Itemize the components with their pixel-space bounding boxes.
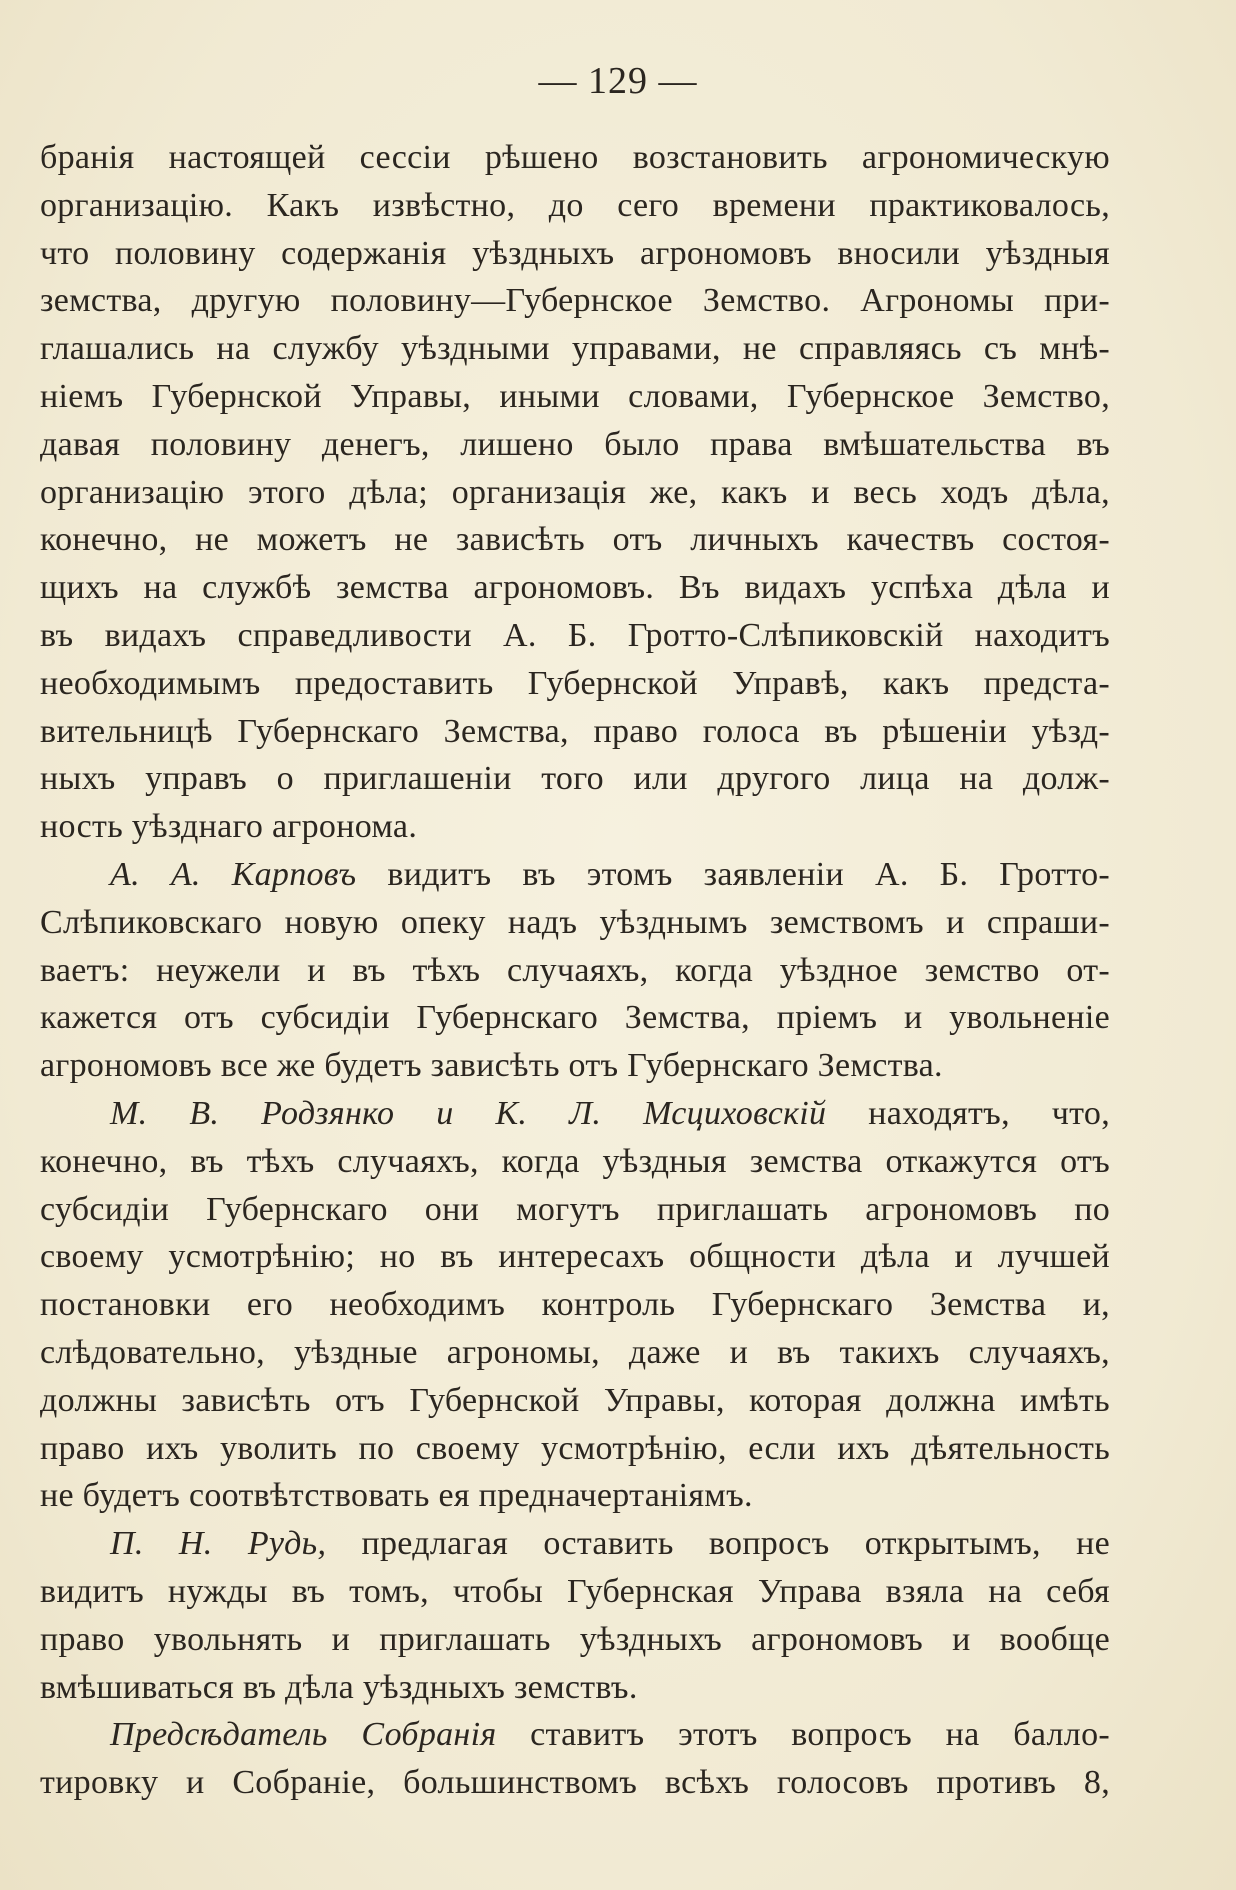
speaker-name: А. А. Карповъ xyxy=(110,855,357,893)
text-line: необходимымъ предоставить Губернской Управѣ, какъ предста- xyxy=(40,664,1110,702)
page-number: — 129 — xyxy=(538,60,698,102)
text-line: вительницѣ Губернскаго Земства, право голоса въ рѣшеніи уѣзд- xyxy=(40,712,1110,750)
text-line: ныхъ управъ о приглашеніи того или другого лица на долж- xyxy=(40,760,1110,798)
text-line-paragraph-start: М. В. Родзянко и К. Л. Мсциховскій находятъ, что, xyxy=(110,1094,1110,1132)
text-line: глашались на службу уѣздными управами, не справляясь съ мнѣ- xyxy=(40,330,1110,368)
text-line: видитъ нужды въ томъ, чтобы Губернская Управа взяла на себя xyxy=(40,1572,1110,1610)
text-line: ніемъ Губернской Управы, иными словами, Губернское Земство, xyxy=(40,377,1110,415)
text-line: въ видахъ справедливости А. Б. Гротто-Слѣпиковскій находитъ xyxy=(40,616,1110,654)
text-line: щихъ на службѣ земства агрономовъ. Въ видахъ успѣха дѣла и xyxy=(40,569,1110,607)
text-line: организацію. Какъ извѣстно, до сего времени практиковалось, xyxy=(40,186,1110,224)
speaker-name: М. В. Родзянко и К. Л. Мсциховскій xyxy=(110,1094,827,1132)
text-line: конечно, не можетъ не зависѣть отъ личныхъ качествъ состоя- xyxy=(40,521,1110,559)
text-line: должны зависѣть отъ Губернской Управы, которая должна имѣть xyxy=(40,1381,1110,1419)
text-line: кажется отъ субсидіи Губернскаго Земства, пріемъ и увольненіе xyxy=(40,999,1110,1037)
text-line: право увольнять и приглашать уѣздныхъ агрономовъ и вообще xyxy=(40,1620,1110,1658)
text-line: давая половину денегъ, лишено было права вмѣшательства въ xyxy=(40,425,1110,463)
text-line-paragraph-end: агрономовъ все же будетъ зависѣть отъ Губернскаго Земства. xyxy=(40,1047,943,1085)
text-line-paragraph-end: ность уѣзднаго агронома. xyxy=(40,808,418,846)
text-line: Слѣпиковскаго новую опеку надъ уѣзднымъ земствомъ и спраши- xyxy=(40,903,1110,941)
text-line-paragraph-end: не будетъ соотвѣтствовать ея предначертаніямъ. xyxy=(40,1477,753,1515)
text-line: бранія настоящей сессіи рѣшено возстановить агрономическую xyxy=(40,139,1110,176)
text-line-paragraph-start: А. А. Карповъ видитъ въ этомъ заявленіи А. Б. Гротто- xyxy=(110,855,1110,893)
text-line-paragraph-start: П. Н. Рудь, предлагая оставить вопросъ открытымъ, не xyxy=(110,1525,1110,1563)
text-line-paragraph-start: Предсѣдатель Собранія ставитъ этотъ вопросъ на балло- xyxy=(110,1716,1110,1754)
text-line: земства, другую половину—Губернское Земство. Агрономы при- xyxy=(40,282,1110,320)
text-line: субсидіи Губернскаго они могутъ приглашать агрономовъ по xyxy=(40,1190,1110,1228)
text-line: постановки его необходимъ контроль Губернскаго Земства и, xyxy=(40,1286,1110,1324)
body-text xyxy=(40,134,1110,1807)
text-line: тировку и Собраніе, большинствомъ всѣхъ голосовъ противъ 8, xyxy=(40,1764,1110,1802)
text-line: своему усмотрѣнію; но въ интересахъ общности дѣла и лучшей xyxy=(40,1238,1110,1276)
text-line: слѣдовательно, уѣздные агрономы, даже и въ такихъ случаяхъ, xyxy=(40,1333,1110,1371)
speaker-name: П. Н. Рудь, xyxy=(110,1525,327,1563)
speaker-name: Предсѣдатель Собранія xyxy=(110,1716,497,1754)
text-line: конечно, въ тѣхъ случаяхъ, когда уѣздныя земства откажутся отъ xyxy=(40,1142,1110,1180)
text-line: что половину содержанія уѣздныхъ агрономовъ вносили уѣздныя xyxy=(40,234,1110,272)
text-line: право ихъ уволить по своему усмотрѣнію, если ихъ дѣятельность xyxy=(40,1429,1110,1467)
text-line-paragraph-end: вмѣшиваться въ дѣла уѣздныхъ земствъ. xyxy=(40,1668,638,1706)
text-line: ваетъ: неужели и въ тѣхъ случаяхъ, когда уѣздное земство от- xyxy=(40,951,1110,989)
text-line: организацію этого дѣла; организація же, какъ и весь ходъ дѣла, xyxy=(40,473,1110,511)
